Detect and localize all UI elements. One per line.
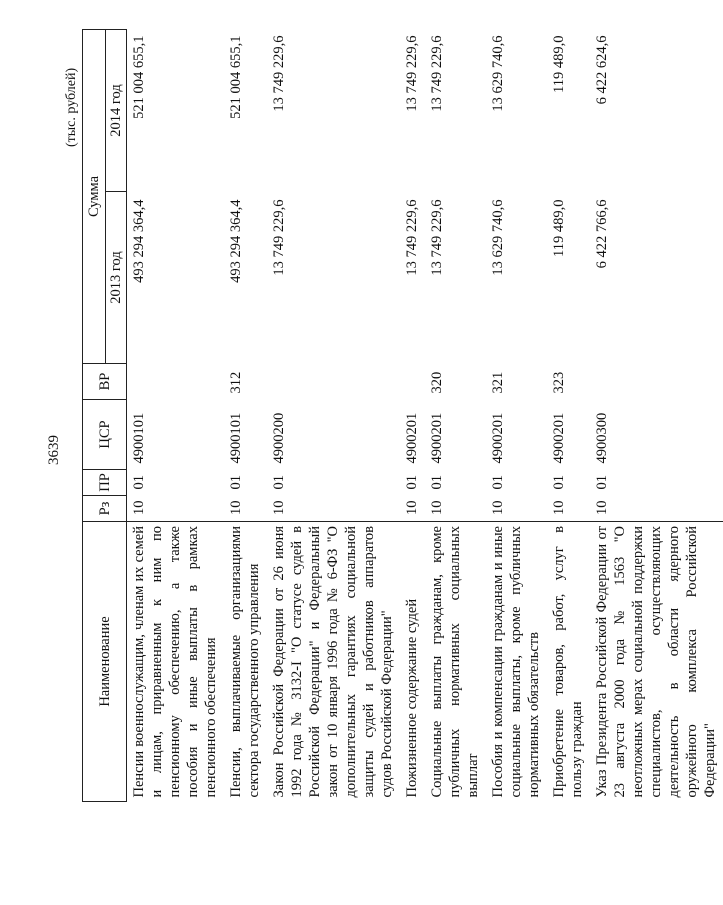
row-rz: 10 (271, 500, 287, 515)
col-header-csr: ЦСР (83, 400, 127, 470)
col-header-rz: Рз (83, 496, 127, 522)
units-label: (тыс. рублей) (64, 67, 79, 147)
budget-table (82, 29, 723, 802)
row-sum-2013: 13 749 229,6 (271, 199, 287, 276)
row-csr: 4900201 (429, 412, 445, 464)
row-pr: 01 (490, 475, 506, 490)
row-sum-2014: 13 749 229,6 (429, 35, 445, 112)
row-sum-2014: 521 004 655,1 (131, 35, 147, 119)
row-vr (267, 364, 400, 400)
row-csr: 4900101 (131, 412, 147, 464)
col-header-sum: Сумма (83, 30, 106, 364)
row-rz: 10 (551, 500, 567, 515)
row-sum-2014: 6 422 624,6 (594, 35, 610, 105)
table-row (127, 30, 225, 802)
row-name: Пособия и компенсации гражданам и иные социальные выплаты, кроме публичных нормативных обязательств (486, 522, 547, 802)
row-csr: 4900201 (551, 412, 567, 464)
row-sum-2013: 493 294 364,4 (131, 199, 147, 283)
row-name: Закон Российской Федерации от 26 июня 1992 года № 3132-I "О статусе судей в Российской Федерации" и Федеральный закон от 10 января 1996 года № 6-ФЗ "О дополнительных гарантиях социальной защиты судей и работников аппаратов судов Российской Федерации" (267, 522, 400, 802)
row-name: Приобретение товаров, работ, услуг в пользу граждан (547, 522, 590, 802)
row-rz: 10 (594, 500, 610, 515)
row-sum-2014: 119 489,0 (551, 35, 567, 93)
row-pr: 01 (404, 475, 420, 490)
row-csr: 4900300 (594, 412, 610, 464)
row-pr: 01 (551, 475, 567, 490)
row-sum-2014: 13 749 229,6 (404, 35, 420, 112)
row-csr: 4900200 (271, 412, 287, 464)
col-header-2014: 2014 год (106, 30, 127, 192)
table-row (400, 30, 425, 802)
row-pr: 01 (228, 475, 244, 490)
table-row (425, 30, 486, 802)
row-sum-2013: 13 629 740,6 (490, 199, 506, 276)
row-pr: 01 (131, 475, 147, 490)
row-sum-2013: 13 749 229,6 (404, 199, 420, 276)
row-sum-2013: 493 294 364,4 (228, 199, 244, 283)
row-sum-2013: 6 422 766,6 (594, 199, 610, 269)
page-number: 3639 (46, 435, 62, 465)
col-header-2013: 2013 год (106, 192, 127, 364)
row-rz: 10 (429, 500, 445, 515)
row-rz: 10 (228, 500, 244, 515)
row-vr: 312 (228, 371, 244, 394)
row-csr: 4900201 (490, 412, 506, 464)
row-sum-2013: 13 749 229,6 (429, 199, 445, 276)
row-rz: 10 (490, 500, 506, 515)
row-pr: 01 (594, 475, 610, 490)
row-rz: 10 (404, 500, 420, 515)
row-name: Пожизненное содержание судей (400, 522, 425, 802)
row-vr (590, 364, 723, 400)
col-header-pr: ПР (83, 470, 127, 496)
table-row (590, 30, 723, 802)
header-row (83, 30, 106, 802)
row-sum-2014: 13 629 740,6 (490, 35, 506, 112)
table-row (547, 30, 590, 802)
table-row (267, 30, 400, 802)
row-vr: 323 (551, 371, 567, 394)
row-csr: 4900101 (228, 412, 244, 464)
table-row (224, 30, 267, 802)
row-name: Пенсии военнослужащим, членам их семей и лицам, приравненным к ним по пенсионному обеспечению, а также пособия и иные выплаты в рамках пенсионного обеспечения (127, 522, 225, 802)
row-name: Пенсии, выплачиваемые организациями сектора государственного управления (224, 522, 267, 802)
row-name: Социальные выплаты гражданам, кроме публичных нормативных социальных выплат (425, 522, 486, 802)
row-csr: 4900201 (404, 412, 420, 464)
col-header-vr: ВР (83, 364, 127, 400)
row-vr: 320 (429, 371, 445, 394)
row-sum-2014: 13 749 229,6 (271, 35, 287, 112)
row-pr: 01 (429, 475, 445, 490)
table-row (486, 30, 547, 802)
row-rz: 10 (131, 500, 147, 515)
row-pr: 01 (271, 475, 287, 490)
row-sum-2013: 119 489,0 (551, 199, 567, 257)
row-name: Указ Президента Российской Федерации от 23 августа 2000 года № 1563 "О неотложных мерах социальной поддержки специалистов, осуществляющих деятельность в области ядерного оружейного комплекса Российской Федерации" (590, 522, 723, 802)
col-header-name: Наименование (83, 522, 127, 802)
row-vr: 321 (490, 371, 506, 394)
row-vr (400, 364, 425, 400)
row-vr (127, 364, 225, 400)
row-sum-2014: 521 004 655,1 (228, 35, 244, 119)
